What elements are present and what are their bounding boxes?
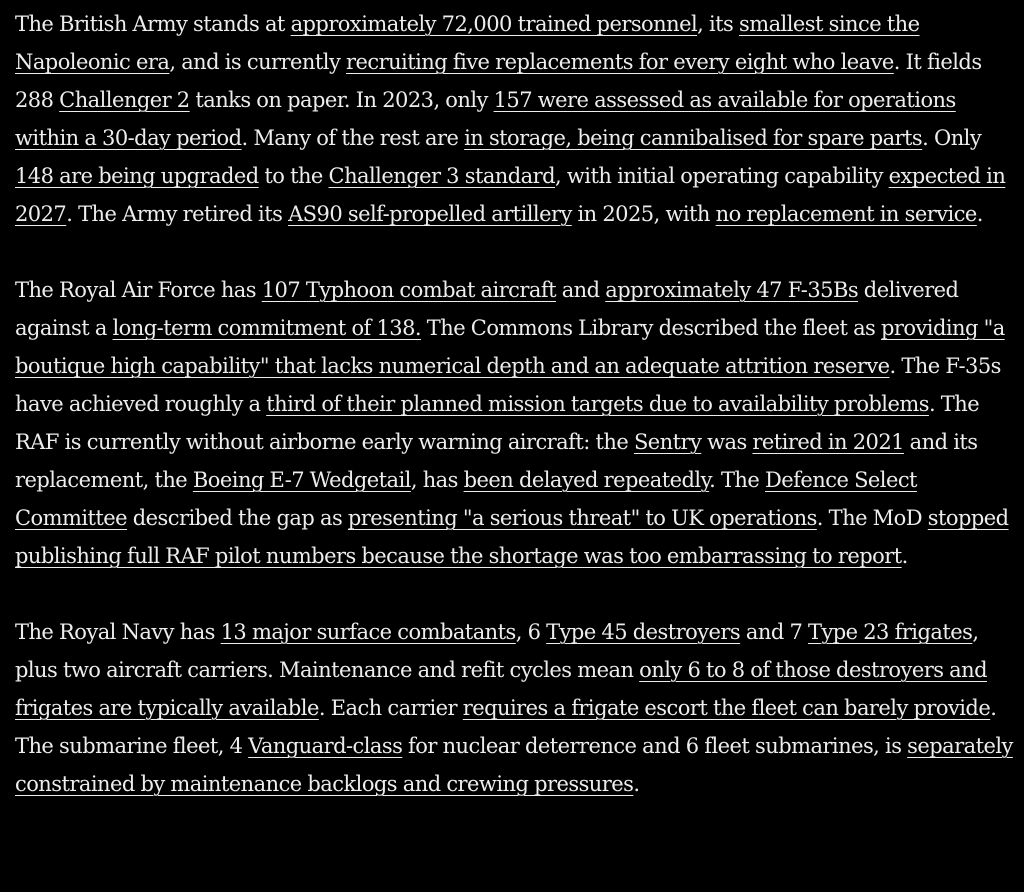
paragraph-text: . The MoD: [816, 506, 928, 530]
paragraph-text: The Royal Air Force has: [15, 278, 262, 302]
paragraph-text: . The Army retired its: [66, 202, 289, 226]
inline-link[interactable]: retired in 2021: [752, 430, 904, 454]
paragraph-text: The Royal Navy has: [15, 620, 221, 644]
paragraph-text: and: [555, 278, 606, 302]
inline-link[interactable]: separately constrained by maintenance backlogs and crewing pressures: [15, 734, 1013, 796]
paragraph-text: . The submarine fleet, 4: [15, 696, 997, 758]
paragraph-text: tanks on paper. In 2023, only: [189, 88, 494, 112]
paragraph-text: delivered against a: [15, 278, 959, 340]
paragraph-text: . The: [709, 468, 766, 492]
inline-link[interactable]: 148 are being upgraded: [15, 164, 259, 188]
paragraph-text: described the gap as: [127, 506, 348, 530]
inline-link[interactable]: Defence Select Committee: [15, 468, 917, 530]
inline-link[interactable]: only 6 to 8 of those destroyers and frigates are typically available: [15, 658, 987, 720]
inline-link[interactable]: recruiting five replacements for every eight who leave: [346, 50, 894, 74]
paragraph-text: , 6: [515, 620, 547, 644]
paragraph-text: , with initial operating capability: [555, 164, 889, 188]
inline-link[interactable]: Challenger 2: [59, 88, 190, 112]
inline-link[interactable]: requires a frigate escort the fleet can barely provide: [462, 696, 991, 720]
inline-link[interactable]: Vanguard-class: [248, 734, 403, 758]
paragraph-text: . Only: [922, 126, 982, 150]
inline-link[interactable]: no replacement in service: [715, 202, 977, 226]
paragraph-text: for nuclear deterrence and 6 fleet submarines, is: [402, 734, 908, 758]
paragraph-army: [15, 5, 1015, 233]
paragraph-text: The British Army stands at: [15, 12, 291, 36]
inline-link[interactable]: long-term commitment of 138.: [112, 316, 422, 340]
inline-link[interactable]: expected in 2027: [15, 164, 1006, 226]
inline-link[interactable]: in storage, being cannibalised for spare parts: [464, 126, 923, 150]
inline-link[interactable]: Boeing E-7 Wedgetail: [192, 468, 411, 492]
paragraph-text: and its replacement, the: [15, 430, 978, 492]
paragraph-text: . The RAF is currently without airborne early warning aircraft: the: [15, 392, 980, 454]
paragraph-text: , its: [697, 12, 739, 36]
inline-link[interactable]: Sentry: [633, 430, 702, 454]
paragraph-text: .: [901, 544, 908, 568]
article-body: [15, 5, 1015, 803]
inline-link[interactable]: smallest since the Napoleonic era: [15, 12, 920, 74]
inline-link[interactable]: Type 45 destroyers: [546, 620, 741, 644]
paragraph-text: was: [701, 430, 753, 454]
inline-link[interactable]: been delayed repeatedly: [463, 468, 710, 492]
paragraph-navy: [15, 613, 1015, 803]
paragraph-text: The Commons Library described the fleet as: [421, 316, 882, 340]
paragraph-text: to the: [258, 164, 329, 188]
inline-link[interactable]: Type 23 frigates: [807, 620, 973, 644]
paragraph-text: . Many of the rest are: [241, 126, 465, 150]
inline-link[interactable]: 13 major surface combatants: [220, 620, 516, 644]
paragraph-text: , has: [410, 468, 464, 492]
inline-link[interactable]: 157 were assessed as available for operations within a 30-day period: [15, 88, 956, 150]
inline-link[interactable]: 107 Typhoon combat aircraft: [261, 278, 556, 302]
inline-link[interactable]: providing "a boutique high capability" that lacks numerical depth and an adequate attrition reserve: [15, 316, 1005, 378]
paragraph-text: and 7: [740, 620, 808, 644]
paragraph-text: . Each carrier: [318, 696, 463, 720]
paragraph-text: , and is currently: [169, 50, 346, 74]
inline-link[interactable]: approximately 72,000 trained personnel: [290, 12, 698, 36]
inline-link[interactable]: AS90 self-propelled artillery: [288, 202, 572, 226]
paragraph-raf: [15, 271, 1015, 575]
paragraph-text: in 2025, with: [571, 202, 716, 226]
paragraph-text: . It fields 288: [15, 50, 982, 112]
paragraph-text: .: [633, 772, 640, 796]
inline-link[interactable]: third of their planned mission targets due to availability problems: [266, 392, 929, 416]
paragraph-text: . The F-35s have achieved roughly a: [15, 354, 1001, 416]
inline-link[interactable]: Challenger 3 standard: [328, 164, 556, 188]
inline-link[interactable]: presenting "a serious threat" to UK operations: [347, 506, 817, 530]
inline-link[interactable]: approximately 47 F-35Bs: [605, 278, 859, 302]
paragraph-text: , plus two aircraft carriers. Maintenance and refit cycles mean: [15, 620, 979, 682]
inline-link[interactable]: stopped publishing full RAF pilot numbers because the shortage was too embarrassing to report: [15, 506, 1009, 568]
paragraph-text: .: [976, 202, 983, 226]
